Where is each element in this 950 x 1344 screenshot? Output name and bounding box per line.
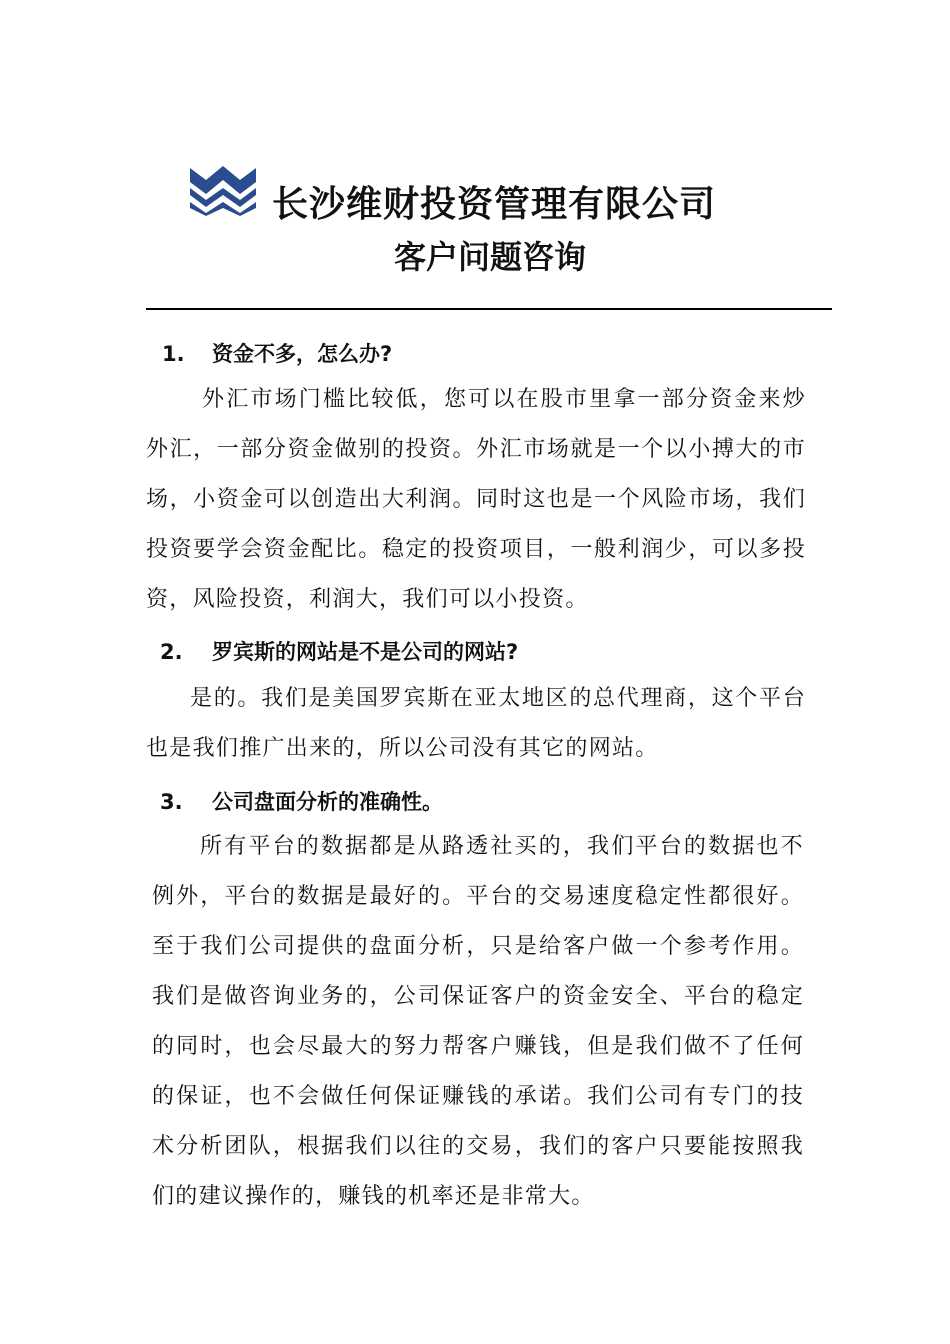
faq-question-1 [146, 338, 392, 368]
faq-question-2 [146, 636, 518, 666]
logo-wave-2 [190, 202, 256, 216]
faq-number: 3. [160, 790, 183, 814]
faq-answer-1: 外汇市场门槛比较低，您可以在股市里拿一部分资金来炒外汇，一部分资金做别的投资。外汇市场就是一个以小搏大的市场，小资金可以创造出大利润。同时这也是一个风险市场，我们投资要学会资金配比。稳定的投资项目，一般利润少，可以多投资，风险投资，利润大，我们可以小投资。 [146, 387, 806, 612]
faq-question-text: 罗宾斯的网站是不是公司的网站? [212, 640, 519, 664]
company-logo [190, 166, 256, 216]
company-name: 长沙维财投资管理有限公司 [272, 184, 717, 225]
faq-number: 2. [160, 640, 183, 664]
faq-question-text: 资金不多，怎么办? [212, 342, 393, 366]
faq-question-3 [146, 786, 443, 816]
faq-answer-3: 所有平台的数据都是从路透社买的，我们平台的数据也不例外，平台的数据是最好的。平台的交易速度稳定性都很好。至于我们公司提供的盘面分析，只是给客户做一个参考作用。我们是做咨询业务的，公司保证客户的资金安全、平台的稳定的同时，也会尽最大的努力帮客户赚钱，但是我们做不了任何的保证，也不会做任何保证赚钱的承诺。我们公司有专门的技术分析团队，根据我们以往的交易，我们的客户只要能按照我们的建议操作的，赚钱的机率还是非常大。 [152, 834, 804, 1209]
faq-answer-2: 是的。我们是美国罗宾斯在亚太地区的总代理商，这个平台也是我们推广出来的，所以公司没有其它的网站。 [146, 686, 806, 761]
faq-number: 1. [162, 342, 185, 366]
faq-question-text: 公司盘面分析的准确性。 [212, 790, 443, 814]
header-divider [146, 308, 832, 310]
page-title: 客户问题咨询 [393, 238, 586, 276]
